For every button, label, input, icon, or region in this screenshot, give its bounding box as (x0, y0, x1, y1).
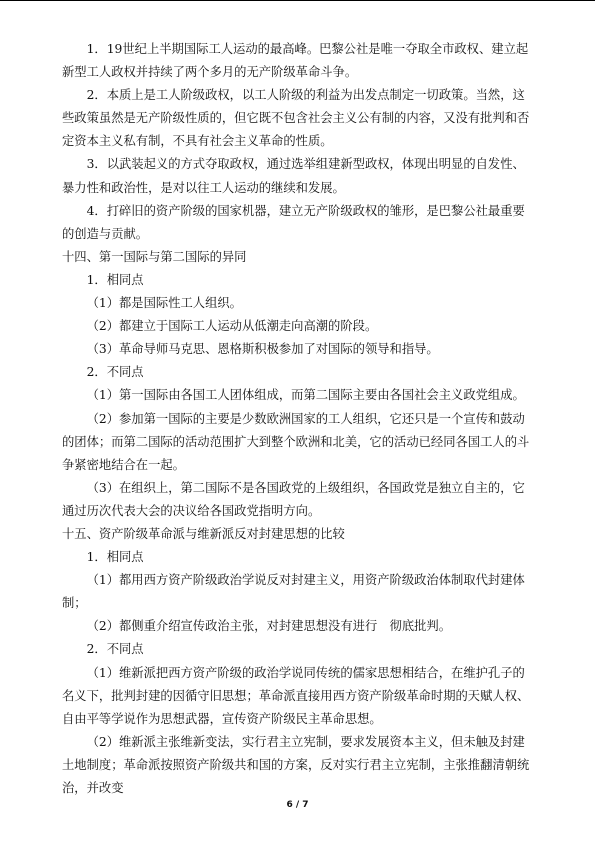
top-border-line (0, 0, 595, 1)
para-4-contribution: 4．打碎旧的资产阶级的国家机器，建立无产阶级政权的雏形，是巴黎公社最重要的创造与贡献。 (62, 203, 525, 241)
s14-diff-1: （1）第一国际由各国工人团体组成，而第二国际主要由各国社会主义政党组成。 (86, 388, 525, 403)
s15-sim-2: （2）都侧重介绍宣传政治主张，对封建思想没有进行 彻底批判。 (86, 619, 452, 634)
s14-sim-3: （3）革命导师马克思、恩格斯积极参加了对国际的领导和指导。 (86, 342, 439, 357)
s14-similarities-heading: 1．相同点 (86, 272, 144, 287)
s15-similarities-heading: 1．相同点 (86, 550, 144, 565)
s14-sim-1: （1）都是国际性工人组织。 (86, 296, 242, 311)
s15-diff-1: （1）维新派把西方资产阶级的政治学说同传统的儒家思想相结合，在维护孔子的名义下，批判封建的因循守旧思想；革命派直接用西方资产阶级革命时期的天赋人权、自由平等学说作为思想武器，宣传资产阶级民主革命思想。 (62, 665, 530, 726)
s14-diff-2: （2）参加第一国际的主要是少数欧洲国家的工人组织，它还只是一个宣传和鼓动的团体；而第二国际的活动范围扩大到整个欧洲和北美，它的活动已经同各国工人的斗争紧密地结合在一起。 (62, 411, 530, 472)
para-1-19th-century: 1．19世纪上半期国际工人运动的最高峰。巴黎公社是唯一夺取全市政权、建立起新型工人政权并持续了两个多月的无产阶级革命斗争。 (62, 42, 529, 80)
s15-sim-1: （1）都用西方资产阶级政治学说反对封建主义，用资产阶级政治体制取代封建体制； (62, 573, 525, 611)
page-number: 6 / 7 (286, 800, 309, 810)
s14-sim-2: （2）都建立于国际工人运动从低潮走向高潮的阶段。 (86, 319, 378, 334)
s15-differences-heading: 2．不同点 (86, 642, 144, 657)
para-3-armed-uprising: 3．以武装起义的方式夺取政权，通过选举组建新型政权，体现出明显的自发性、暴力性和政治性，是对以往工人运动的继续和发展。 (62, 157, 525, 195)
para-2-nature: 2．本质上是工人阶级政权，以工人阶级的利益为出发点制定一切政策。当然，这些政策虽然是无产阶级性质的，但它既不包含社会主义公有制的内容，又没有批判和否定资本主义私有制，不具有社会主义革命的性质。 (62, 88, 530, 149)
document-body (62, 38, 534, 800)
s15-diff-2: （2）维新派主张维新变法，实行君主立宪制，要求发展资本主义，但未触及封建土地制度；革命派按照资产阶级共和国的方案，反对实行君主立宪制，主张推翻清朝统治，并改变 (62, 734, 530, 795)
s14-diff-3: （3）在组织上，第二国际不是各国政党的上级组织，各国政党是独立自主的，它通过历次代表大会的决议给各国政党指明方向。 (62, 480, 525, 518)
section-14-heading: 十四、第一国际与第二国际的异同 (62, 249, 247, 264)
section-15-heading: 十五、资产阶级革命派与维新派反对封建思想的比较 (62, 526, 345, 541)
s14-differences-heading: 2．不同点 (86, 365, 144, 380)
